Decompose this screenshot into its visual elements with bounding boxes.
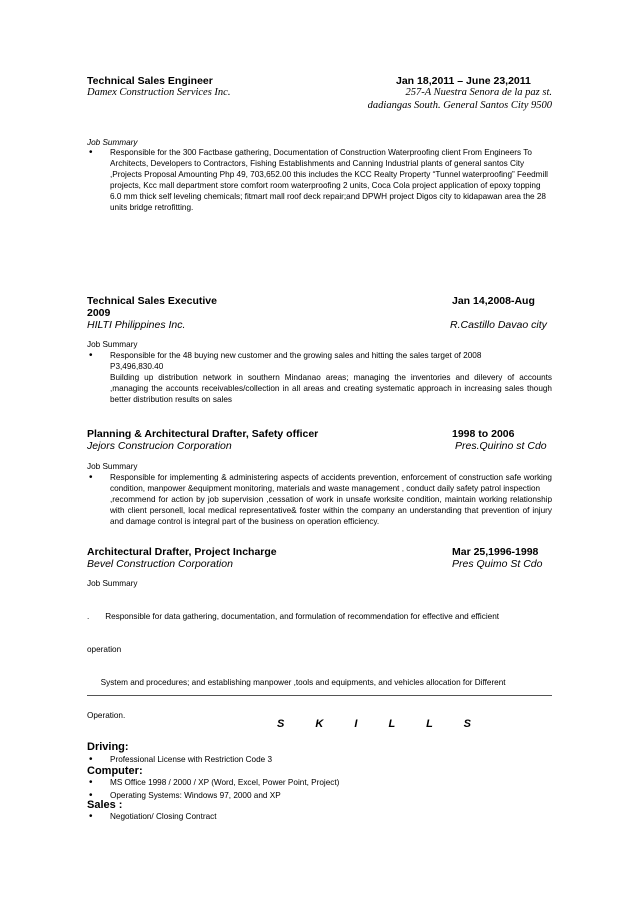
skills-heading: S K I L L S <box>277 718 485 730</box>
job2-company: HILTI Philippines Inc. <box>87 319 186 331</box>
job2-date: Jan 14,2008-Aug <box>452 295 535 307</box>
skills-computer-label: Computer: <box>87 765 143 777</box>
skills-computer-item: • MS Office 1998 / 2000 / XP (Word, Excel, Power Point, Project) <box>87 777 547 788</box>
job4-summary-label: Job Summary <box>87 579 138 588</box>
job3-bullet-part2: ,recommend for action by job supervision ,cessation of work in unsafe worksite condition, maintain working relationship with client personell, local medical representative& foster within the company an understanding that prevention of injury and damage control is integral part of the business on operation efficiency. <box>110 495 552 526</box>
job3-bullet <box>87 472 552 527</box>
job4-line4: Operation. <box>87 711 126 720</box>
job1-bullet: • Responsible for the 300 Factbase gathering, Documentation of Construction Waterproofing client From Engineers To Architects, Developers to Contractors, Fishing Establishments and Canning Industrial plants of general santos City ,Projects Proposal Amounting Php 49, 703,652.00 this includes the KCC Realty Property “Tunnel waterproofing” Feedmill projects, Kcc mall department store comfort room waterproofing 2 units, Coca Cola project application of epoxy topping 6.0 mm thick self leveling chemicals; fitmart mall roof deck repair;and DPWH project Digos city to kidapawan area the 28 units bridge retrofitting. <box>87 147 552 213</box>
job1-location-line2: dadiangas South. General Santos City 9500 <box>367 100 552 111</box>
skills-computer-item: • Operating Systems: Windows 97, 2000 and XP <box>87 790 547 801</box>
job2-title: Technical Sales Executive <box>87 295 217 307</box>
job1-summary <box>87 147 552 213</box>
job2-bullet-rest: Building up distribution network in southern Mindanao areas; managing the inventories and dilevery of accounts ,managing the accounts receivables/collection in all areas and creating systematic approach in increasing sales though better distribution results on sales <box>110 373 552 404</box>
skills-driving-label: Driving: <box>87 741 129 753</box>
job4-title: Architectural Drafter, Project Incharge <box>87 546 277 558</box>
skills-driving-item: • Professional License with Restriction Code 3 <box>87 754 547 765</box>
job1-summary-label: Job Summary <box>87 138 138 147</box>
job3-summary <box>87 472 552 527</box>
job3-bullet-part1: • Responsible for implementing & administering aspects of accidents prevention, enforcement of construction safe working condition, manpower &equipment monitoring, materials and waste management , conduct daily safety patrol inspection <box>110 473 552 493</box>
skills-computer-list <box>87 777 547 801</box>
job3-title: Planning & Architectural Drafter, Safety officer <box>87 428 319 440</box>
job2-bullet <box>87 350 552 405</box>
job4-date: Mar 25,1996-1998 <box>452 546 539 558</box>
job3-date: 1998 to 2006 <box>452 428 515 440</box>
job4-line3: System and procedures; and establishing manpower ,tools and equipments, and vehicles allocation for Different <box>87 678 506 687</box>
job3-company: Jejors Construcion Corporation <box>87 440 232 452</box>
job4-company: Bevel Construction Corporation <box>87 558 233 570</box>
job4-line2: operation <box>87 645 122 654</box>
job4-location: Pres Quimo St Cdo <box>452 558 543 570</box>
job1-title: Technical Sales Engineer <box>87 75 213 87</box>
skills-sales-list <box>87 811 547 822</box>
job2-summary <box>87 350 552 405</box>
job2-location: R.Castillo Davao city <box>450 319 547 331</box>
job2-bullet-line2: P3,496,830.40 <box>110 362 164 371</box>
job4-summary <box>87 589 557 732</box>
job3-summary-label: Job Summary <box>87 462 138 471</box>
section-divider <box>87 695 552 696</box>
job1-company: Damex Construction Services Inc. <box>87 87 231 98</box>
job1-date: Jan 18,2011 – June 23,2011 <box>396 75 531 87</box>
job2-bullet-line1: • Responsible for the 48 buying new customer and the growing sales and hitting the sales target of 2008 <box>110 351 482 360</box>
job2-summary-label: Job Summary <box>87 340 138 349</box>
job3-location: Pres.Quirino st Cdo <box>455 440 547 452</box>
skills-sales-item: • Negotiation/ Closing Contract <box>87 811 547 822</box>
job4-line1: . Responsible for data gathering, documentation, and formulation of recommendation for effective and efficient <box>87 612 500 621</box>
job1-location-line1: 257-A Nuestra Senora de la paz st. <box>405 87 552 98</box>
skills-sales-label: Sales : <box>87 799 123 811</box>
job2-date-cont: 2009 <box>87 307 111 319</box>
skills-driving-list <box>87 754 547 765</box>
